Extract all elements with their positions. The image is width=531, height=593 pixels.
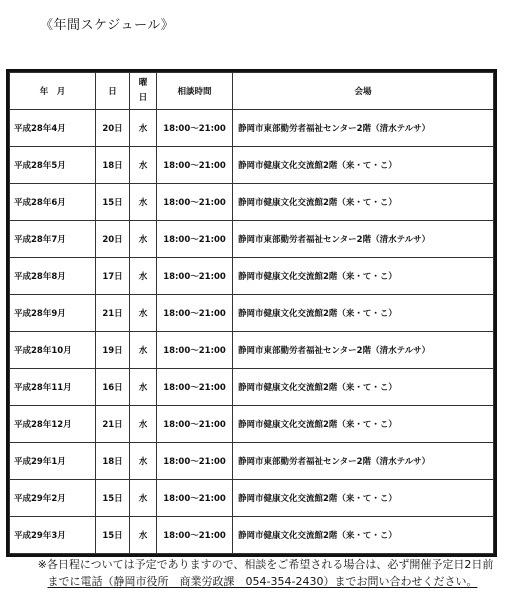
header-year-month: 年 月 (10, 73, 96, 110)
cell-day: 20日 (96, 221, 130, 258)
cell-year-month: 平成28年7月 (10, 221, 96, 258)
cell-hours: 18:00～21:00 (157, 517, 233, 554)
cell-venue: 静岡市健康文化交流館2階（来・て・こ） (233, 369, 494, 406)
schedule-table (9, 72, 494, 554)
cell-venue: 静岡市東部勤労者福祉センター2階（清水テルサ） (233, 221, 494, 258)
cell-day: 21日 (96, 406, 130, 443)
header-day: 日 (96, 73, 130, 110)
cell-year-month: 平成28年4月 (10, 110, 96, 147)
cell-weekday: 水 (130, 184, 157, 221)
cell-hours: 18:00～21:00 (157, 295, 233, 332)
cell-day: 21日 (96, 295, 130, 332)
footnote (0, 556, 531, 590)
cell-weekday: 水 (130, 147, 157, 184)
cell-venue: 静岡市健康文化交流館2階（来・て・こ） (233, 184, 494, 221)
cell-year-month: 平成28年11月 (10, 369, 96, 406)
cell-day: 20日 (96, 110, 130, 147)
contact-info: までに電話（静岡市役所 商業労政課 054-354-2430）までお問い合わせください。 (47, 575, 478, 588)
cell-year-month: 平成28年12月 (10, 406, 96, 443)
table-row (10, 443, 494, 480)
cell-hours: 18:00～21:00 (157, 147, 233, 184)
footnote-line2 (0, 573, 531, 590)
header-venue: 会場 (233, 73, 494, 110)
cell-weekday: 水 (130, 258, 157, 295)
cell-year-month: 平成29年3月 (10, 517, 96, 554)
table-row (10, 369, 494, 406)
cell-year-month: 平成28年9月 (10, 295, 96, 332)
cell-year-month: 平成29年1月 (10, 443, 96, 480)
cell-year-month: 平成28年5月 (10, 147, 96, 184)
cell-day: 17日 (96, 258, 130, 295)
cell-hours: 18:00～21:00 (157, 221, 233, 258)
cell-year-month: 平成28年8月 (10, 258, 96, 295)
cell-day: 18日 (96, 147, 130, 184)
cell-day: 15日 (96, 480, 130, 517)
cell-weekday: 水 (130, 443, 157, 480)
cell-hours: 18:00～21:00 (157, 443, 233, 480)
cell-venue: 静岡市健康文化交流館2階（来・て・こ） (233, 147, 494, 184)
cell-weekday: 水 (130, 332, 157, 369)
cell-year-month: 平成28年10月 (10, 332, 96, 369)
cell-day: 19日 (96, 332, 130, 369)
cell-venue: 静岡市東部勤労者福祉センター2階（清水テルサ） (233, 332, 494, 369)
cell-year-month: 平成29年2月 (10, 480, 96, 517)
cell-venue: 静岡市健康文化交流館2階（来・て・こ） (233, 295, 494, 332)
table-row (10, 332, 494, 369)
cell-weekday: 水 (130, 480, 157, 517)
cell-hours: 18:00～21:00 (157, 332, 233, 369)
table-row (10, 517, 494, 554)
cell-venue: 静岡市健康文化交流館2階（来・て・こ） (233, 406, 494, 443)
table-row (10, 406, 494, 443)
cell-venue: 静岡市東部勤労者福祉センター2階（清水テルサ） (233, 110, 494, 147)
cell-weekday: 水 (130, 295, 157, 332)
table-row (10, 258, 494, 295)
cell-weekday: 水 (130, 406, 157, 443)
cell-day: 15日 (96, 517, 130, 554)
table-row (10, 295, 494, 332)
footnote-line1: ※各日程については予定でありますので、相談をご希望される場合は、必ず開催予定日2日前 (37, 558, 494, 571)
cell-day: 16日 (96, 369, 130, 406)
cell-hours: 18:00～21:00 (157, 110, 233, 147)
cell-hours: 18:00～21:00 (157, 369, 233, 406)
table-header-row (10, 73, 494, 110)
table-row (10, 147, 494, 184)
header-weekday-line1: 曜 (138, 78, 148, 88)
cell-weekday: 水 (130, 221, 157, 258)
header-weekday (130, 73, 157, 110)
cell-hours: 18:00～21:00 (157, 184, 233, 221)
page-title: 《年間スケジュール》 (40, 18, 175, 33)
cell-hours: 18:00～21:00 (157, 258, 233, 295)
cell-venue: 静岡市東部勤労者福祉センター2階（清水テルサ） (233, 443, 494, 480)
table-row (10, 110, 494, 147)
cell-weekday: 水 (130, 517, 157, 554)
cell-venue: 静岡市健康文化交流館2階（来・て・こ） (233, 480, 494, 517)
cell-weekday: 水 (130, 369, 157, 406)
cell-day: 15日 (96, 184, 130, 221)
table-row (10, 221, 494, 258)
cell-venue: 静岡市健康文化交流館2階（来・て・こ） (233, 258, 494, 295)
cell-hours: 18:00～21:00 (157, 480, 233, 517)
table-row (10, 184, 494, 221)
header-hours: 相談時間 (157, 73, 233, 110)
cell-weekday: 水 (130, 110, 157, 147)
cell-hours: 18:00～21:00 (157, 406, 233, 443)
table-row (10, 480, 494, 517)
cell-venue: 静岡市健康文化交流館2階（来・て・こ） (233, 517, 494, 554)
cell-year-month: 平成28年6月 (10, 184, 96, 221)
header-weekday-line2: 日 (138, 93, 148, 103)
cell-day: 18日 (96, 443, 130, 480)
